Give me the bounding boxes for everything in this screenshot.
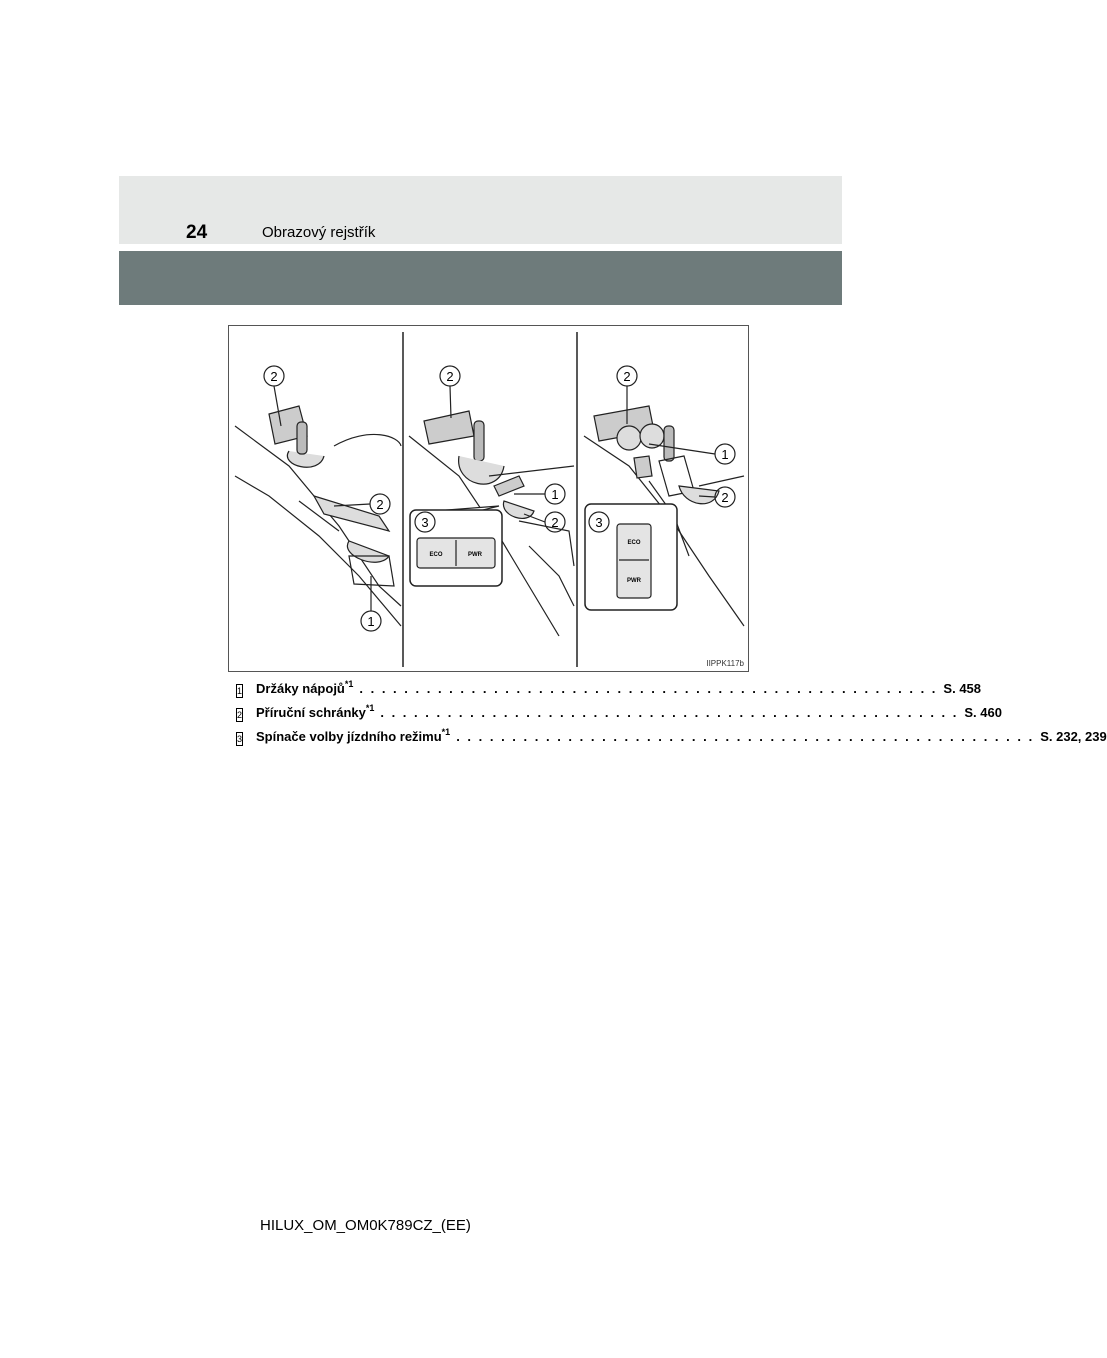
page-reference[interactable]: S. 460: [964, 705, 1002, 720]
callout-label: 1: [721, 447, 729, 462]
console-drawing: [229, 326, 750, 673]
entry-label: Příruční schránky$^{*1}$: [256, 703, 375, 720]
entry-number: 2: [237, 710, 243, 720]
leader-dots: . . . . . . . . . . . . . . . . . . . . . . . . . . . . . . . . . . . . . . . . . . . . . . . . . . . .: [380, 705, 959, 720]
entry-label: Spínače volby jízdního režimu$^{*1}$: [256, 727, 451, 744]
entry-label: Držáky nápojů$^{*1}$: [256, 679, 354, 696]
pwr-switch-label: PWR: [468, 552, 482, 558]
footnote-mark: *1: [441, 727, 451, 737]
document-code: HILUX_OM_OM0K789CZ_(EE): [260, 1217, 471, 1234]
pwr-switch-label: PWR: [627, 578, 641, 584]
page-reference[interactable]: S. 458: [943, 681, 982, 696]
list-item: [236, 679, 982, 705]
callout-label: 3: [421, 515, 429, 530]
callout-label: 2: [446, 369, 454, 384]
footnote-mark: *1: [365, 703, 375, 713]
entry-number: 1: [237, 686, 243, 696]
callout-label: 2: [551, 515, 559, 530]
footnote-mark: *1: [344, 679, 354, 689]
list-item: [236, 727, 1107, 753]
page-reference[interactable]: S. 232, 239: [1040, 729, 1107, 744]
index-entries: [236, 679, 1107, 753]
leader-dots: . . . . . . . . . . . . . . . . . . . . . . . . . . . . . . . . . . . . . . . . . . . . . . . . . . . .: [359, 681, 938, 696]
callout-label: 2: [270, 369, 278, 384]
eco-switch-label: ECO: [627, 540, 641, 546]
entry-number: 3: [237, 734, 243, 744]
header-bar: [119, 251, 842, 305]
callout-label: 2: [376, 497, 384, 512]
callout-label: 2: [623, 369, 631, 384]
callout-label: 3: [595, 515, 603, 530]
section-title: Obrazový rejstřík: [262, 224, 376, 241]
figure-code: IIPPK117b: [706, 659, 744, 668]
eco-switch-label: ECO: [429, 552, 443, 558]
page-number: 24: [186, 222, 208, 243]
console-illustration: [228, 325, 749, 672]
callout-label: 1: [551, 487, 559, 502]
list-item: [236, 703, 1002, 729]
header-band: [119, 176, 842, 244]
callout-label: 1: [367, 614, 375, 629]
callout-label: 2: [721, 490, 729, 505]
leader-dots: . . . . . . . . . . . . . . . . . . . . . . . . . . . . . . . . . . . . . . . . . . . . . . . . . . . .: [456, 729, 1035, 744]
